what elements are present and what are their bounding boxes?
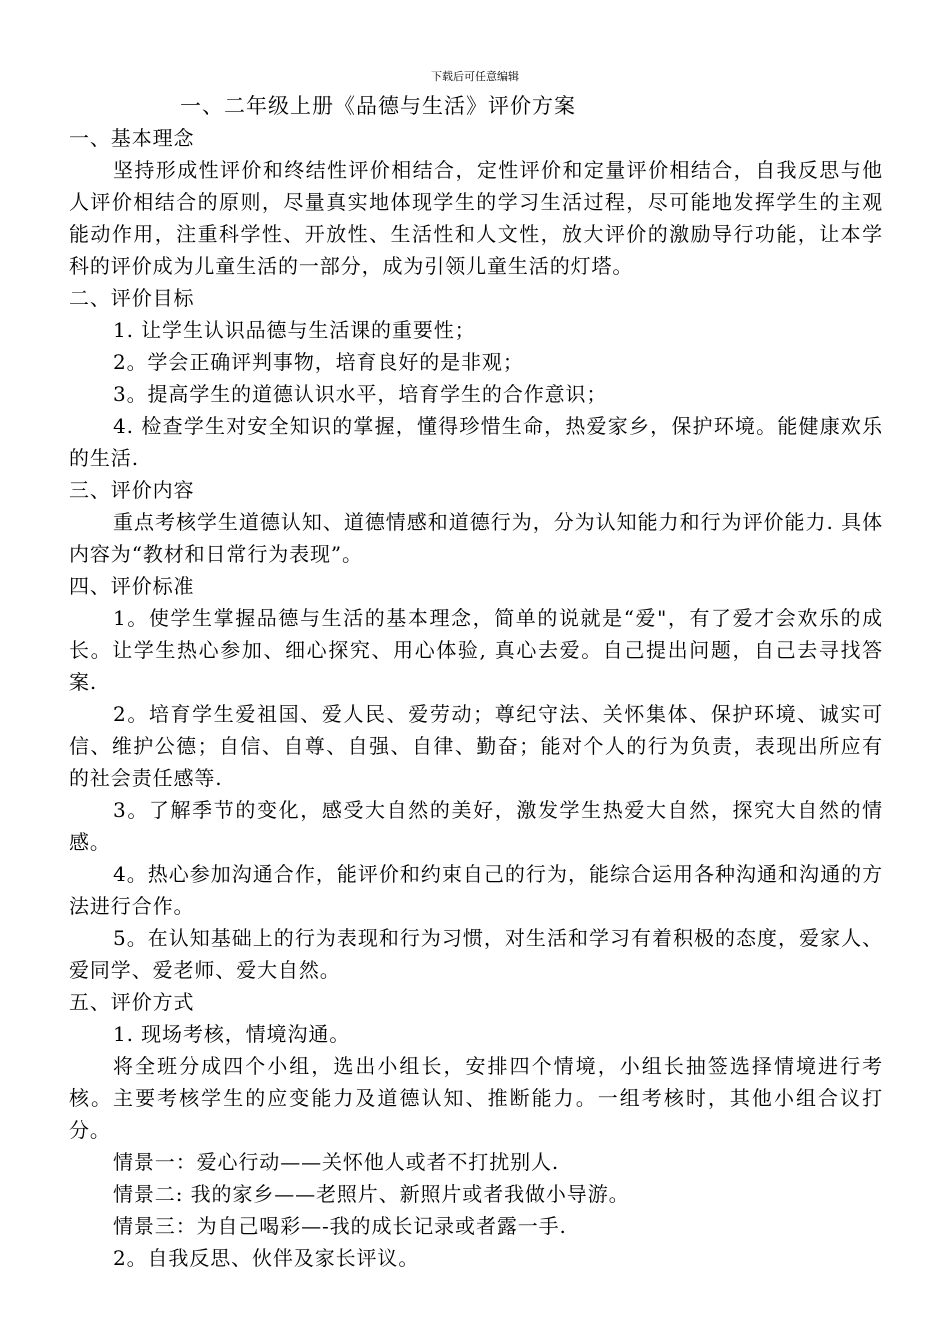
section-5-item-1: 1. 现场考核，情境沟通。 <box>113 1022 351 1046</box>
section-4-item-4: 4。热心参加沟通合作，能评价和约束自己的行为，能综合运用各种沟通和沟通的方法进行合作。 <box>69 862 883 918</box>
section-2-item-4: 4. 检查学生对安全知识的掌握，懂得珍惜生命，热爱家乡，保护环境。能健康欢乐的生活. <box>69 414 883 470</box>
section-5-scenario-3: 情景三：为自己喝彩—-我的成长记录或者露一手. <box>113 1214 567 1238</box>
section-2-item-3: 3。提高学生的道德认识水平，培育学生的合作意识； <box>113 382 608 406</box>
section-heading-1: 一、基本理念 <box>69 126 195 150</box>
section-4-item-3: 3。了解季节的变化，感受大自然的美好，激发学生热爱大自然，探究大自然的情感。 <box>69 798 883 854</box>
section-2-item-2: 2。学会正确评判事物，培育良好的是非观； <box>113 350 524 374</box>
section-4-item-2: 2。培育学生爱祖国、爱人民、爱劳动；尊纪守法、关怀集体、保护环境、诚实可信、维护公德；自信、自尊、自强、自律、勤奋；能对个人的行为负责，表现出所应有的社会责任感等. <box>69 702 883 790</box>
section-4-item-1: 1。使学生掌握品德与生活的基本理念，简单的说就是“爱"，有了爱才会欢乐的成长。让学生热心参加、细心探究、用心体验, 真心去爱。自己提出问题，自己去寻找答案. <box>69 606 883 694</box>
header-note: 下载后可任意编辑 <box>431 70 519 83</box>
document-body <box>69 122 883 1274</box>
section-heading-3: 三、评价内容 <box>69 478 195 502</box>
section-4-item-5: 5。在认知基础上的行为表现和行为习惯，对生活和学习有着积极的态度，爱家人、爱同学、爱老师、爱大自然。 <box>69 926 883 982</box>
document-title: 一、二年级上册《品德与生活》评价方案 <box>180 94 576 118</box>
section-5-scenario-1: 情景一：爱心行动——关怀他人或者不打扰别人. <box>113 1150 560 1174</box>
section-5-item-2: 2。自我反思、伙伴及家长评议。 <box>113 1246 420 1270</box>
section-heading-5: 五、评价方式 <box>69 990 195 1014</box>
section-heading-2: 二、评价目标 <box>69 286 195 310</box>
section-5-scenario-2: 情景二: 我的家乡——老照片、新照片或者我做小导游。 <box>113 1182 630 1206</box>
section-heading-4: 四、评价标准 <box>69 574 195 598</box>
section-1-paragraph: 坚持形成性评价和终结性评价相结合，定性评价和定量评价相结合，自我反思与他人评价相结合的原则，尽量真实地体现学生的学习生活过程，尽可能地发挥学生的主观能动作用，注重科学性、开放性、生活性和人文性，放大评价的激励导行功能，让本学科的评价成为儿童生活的一部分，成为引领儿童生活的灯塔。 <box>69 158 883 278</box>
section-3-paragraph: 重点考核学生道德认知、道德情感和道德行为，分为认知能力和行为评价能力. 具体内容为“教材和日常行为表现”。 <box>69 510 883 566</box>
section-2-item-1: 1. 让学生认识品德与生活课的重要性； <box>113 318 476 342</box>
section-5-paragraph: 将全班分成四个小组，选出小组长，安排四个情境，小组长抽签选择情境进行考核。主要考核学生的应变能力及道德认知、推断能力。一组考核时，其他小组合议打分。 <box>69 1054 883 1142</box>
